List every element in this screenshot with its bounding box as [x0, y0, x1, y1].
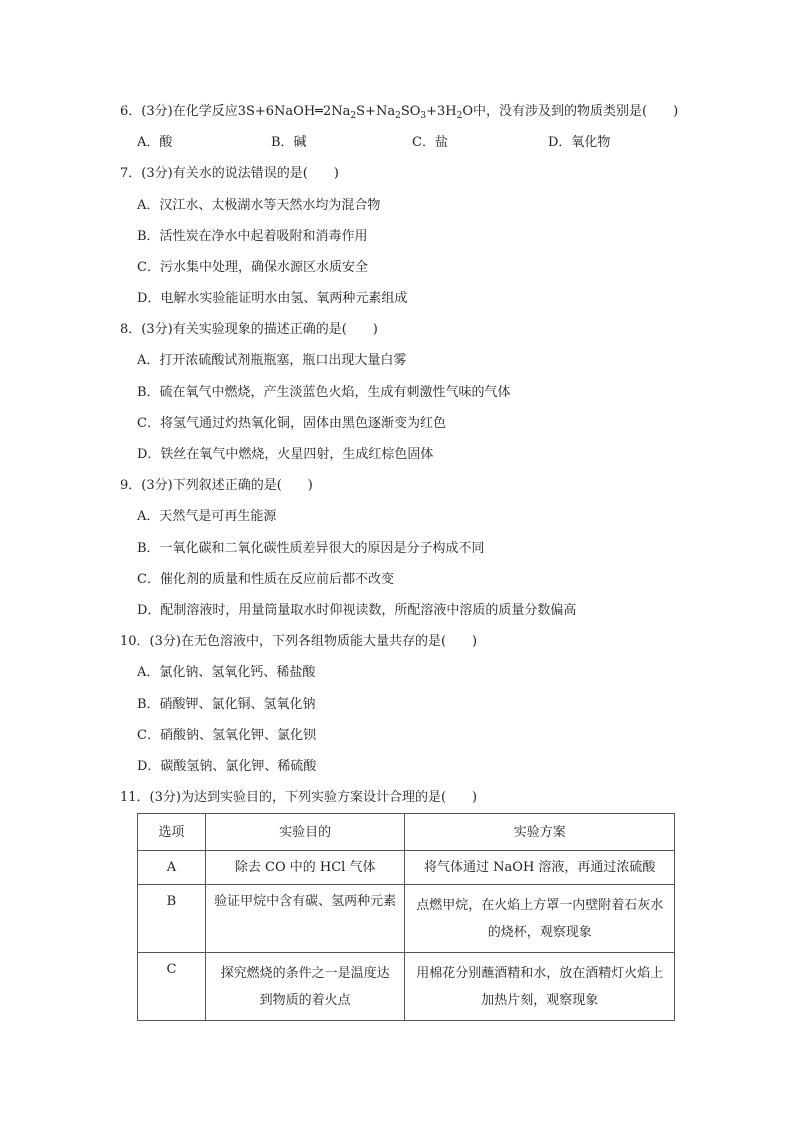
option-label-cell: B — [138, 885, 206, 953]
option-c: C．硝酸钠、氢氧化钾、氯化钡 — [137, 728, 316, 743]
purpose-cell: 探究燃烧的条件之一是温度达 到物质的着火点 — [205, 953, 405, 1021]
option-a: A．打开浓硫酸试剂瓶瓶塞，瓶口出现大量白雾 — [137, 353, 407, 368]
plan-cell: 用棉花分别蘸酒精和水，放在酒精灯火焰上 加热片刻，观察现象 — [405, 953, 675, 1021]
option-a: A．汉江水、太极湖水等天然水均为混合物 — [137, 198, 381, 213]
option-b: B．硝酸钾、氯化铜、氢氧化钠 — [137, 697, 316, 712]
question-score: (3分) — [141, 322, 173, 337]
option-label-cell: A — [138, 851, 206, 885]
question-number: 11． — [120, 790, 150, 805]
question-11-stem — [120, 789, 477, 807]
question-score: (3分) — [141, 166, 173, 181]
option-b: B．活性炭在净水中起着吸附和消毒作用 — [137, 229, 368, 244]
question-9-stem — [120, 477, 313, 495]
question-text: 在化学反应 — [172, 104, 238, 119]
option-c: C．污水集中处理，确保水源区水质安全 — [137, 260, 368, 275]
question-number: 9． — [120, 478, 142, 493]
column-header-option: 选项 — [138, 814, 206, 851]
column-header-plan: 实验方案 — [405, 814, 675, 851]
option-a: A．酸 — [137, 135, 173, 150]
option-a: A．天然气是可再生能源 — [137, 509, 277, 524]
question-text: 为达到实验目的，下列实验方案设计合理的是( ) — [180, 790, 478, 805]
question-text: 有关实验现象的描述正确的是( ) — [172, 322, 378, 337]
question-score: (3分) — [141, 104, 173, 119]
purpose-cell: 除去 CO 中的 HCl 气体 — [205, 851, 405, 885]
column-header-purpose: 实验目的 — [205, 814, 405, 851]
option-a: A．氯化钠、氢氧化钙、稀盐酸 — [137, 665, 316, 680]
question-number: 6． — [120, 104, 142, 119]
table-row — [138, 851, 675, 885]
question-7-stem — [120, 165, 339, 183]
option-d: D．氧化物 — [548, 135, 611, 150]
experiment-table — [137, 813, 675, 1021]
question-10-stem — [120, 633, 477, 651]
option-d: D．电解水实验能证明水由氢、氧两种元素组成 — [137, 291, 408, 306]
chemical-equation: $3S+6NaOH═2Na_2S+Na_2SO_3+3H_2O$ — [237, 104, 474, 121]
question-number: 7． — [120, 166, 142, 181]
question-6-stem — [120, 103, 678, 121]
plan-cell: 将气体通过 NaOH 溶液，再通过浓硫酸 — [405, 851, 675, 885]
question-score: (3分) — [149, 634, 181, 649]
question-text: 在无色溶液中，下列各组物质能大量共存的是( ) — [180, 634, 478, 649]
option-c: C．将氢气通过灼热氧化铜，固体由黑色逐渐变为红色 — [137, 416, 446, 431]
question-text: 中，没有涉及到的物质类别是( ) — [473, 104, 679, 119]
question-number: 10． — [120, 634, 150, 649]
option-d: D．铁丝在氧气中燃烧，火星四射，生成红棕色固体 — [137, 447, 434, 462]
option-d: D．碳酸氢钠、氯化钾、稀硫酸 — [137, 759, 317, 774]
table-row — [138, 953, 675, 1021]
option-d: D．配制溶液时，用量筒量取水时仰视读数，所配溶液中溶质的质量分数偏高 — [137, 603, 577, 618]
question-number: 8． — [120, 322, 142, 337]
plan-cell: 点燃甲烷，在火焰上方罩一内壁附着石灰水 的烧杯，观察现象 — [405, 885, 675, 953]
option-b: B．碱 — [271, 135, 307, 150]
table-row — [138, 885, 675, 953]
option-c: C．盐 — [412, 135, 448, 150]
option-b: B．一氧化碳和二氧化碳性质差异很大的原因是分子构成不同 — [137, 541, 485, 556]
option-b: B．硫在氧气中燃烧，产生淡蓝色火焰，生成有刺激性气味的气体 — [137, 385, 511, 400]
option-c: C．催化剂的质量和性质在反应前后都不改变 — [137, 572, 394, 587]
question-score: (3分) — [149, 790, 181, 805]
question-text: 有关水的说法错误的是( ) — [172, 166, 339, 181]
table-header-row — [138, 814, 675, 851]
question-8-stem — [120, 321, 378, 339]
question-score: (3分) — [141, 478, 173, 493]
question-text: 下列叙述正确的是( ) — [172, 478, 313, 493]
purpose-cell: 验证甲烷中含有碳、氢两种元素 — [205, 885, 405, 953]
option-label-cell: C — [138, 953, 206, 1021]
